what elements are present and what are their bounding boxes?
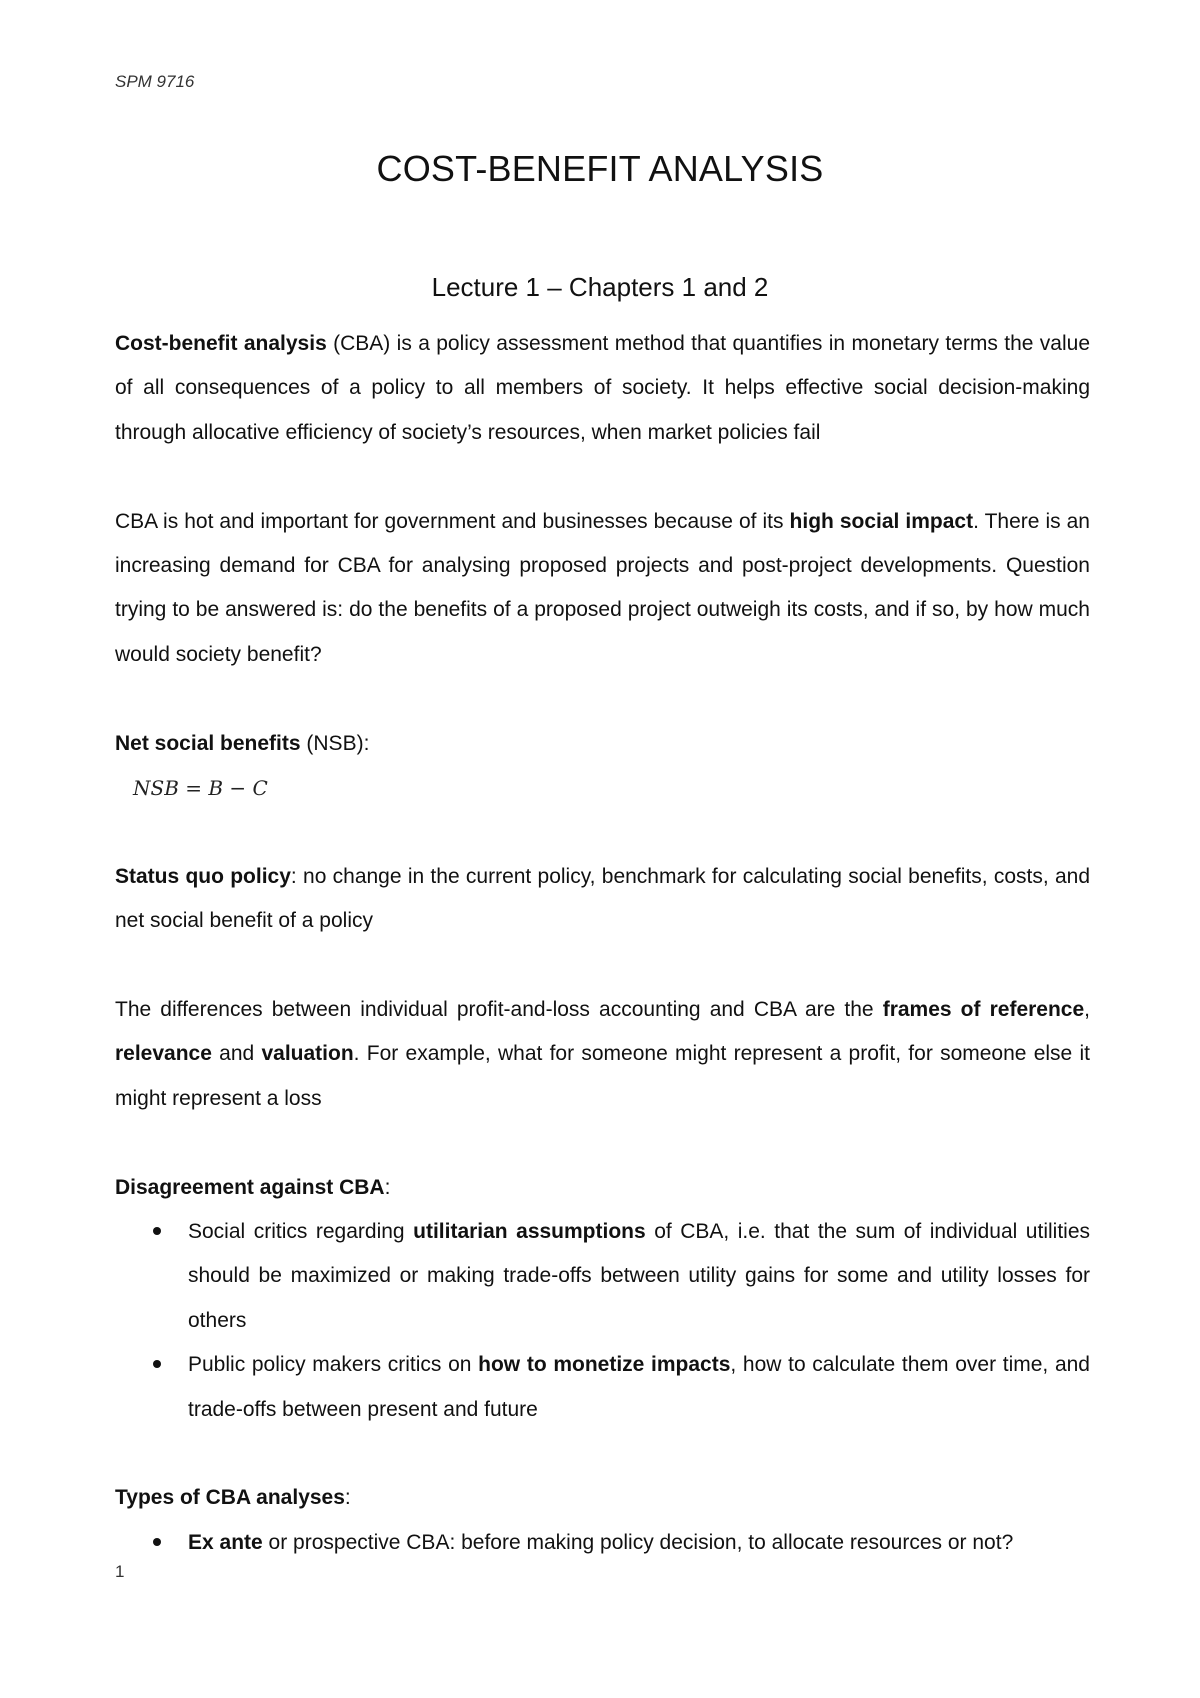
differences-text-after: . For example, what for someone might represent a profit, for someone else it might represent a loss — [115, 1042, 1090, 1110]
term-net-social-benefits: Net social benefits — [115, 731, 301, 755]
nsb-suffix: (NSB): — [300, 731, 370, 755]
bullet-icon — [153, 1360, 161, 1368]
types-heading-text: Types of CBA analyses — [115, 1486, 345, 1510]
item-text-before: Social critics regarding — [188, 1220, 414, 1244]
page-number: 1 — [115, 1562, 125, 1581]
disagreement-colon: : — [384, 1175, 391, 1199]
types-list — [115, 1521, 1090, 1565]
status-quo-text: : no change in the current policy, benchmark for calculating social benefits, costs, and net social benefit of a policy — [115, 864, 1090, 933]
paragraph-differences — [115, 988, 1090, 1121]
list-item — [115, 1521, 1090, 1565]
disagreement-heading-text: Disagreement against CBA — [115, 1175, 385, 1199]
paragraph-definition — [115, 322, 1090, 455]
heading-disagreement — [115, 1166, 1090, 1210]
item-text-after: , how to calculate them over time, and trade-offs between present and future — [188, 1353, 1090, 1421]
types-colon: : — [344, 1486, 351, 1510]
term-frames-of-reference: frames of reference — [882, 998, 1085, 1022]
list-item — [115, 1210, 1090, 1343]
paragraph-importance — [115, 500, 1090, 678]
document-body — [115, 322, 1090, 1565]
importance-text-before: CBA is hot and important for government and businesses because of its — [115, 509, 790, 533]
item-text-before: Public policy makers critics on — [188, 1353, 479, 1377]
document-title: COST-BENEFIT ANALYSIS — [376, 148, 824, 189]
term-how-to-monetize-impacts: how to monetize impacts — [478, 1353, 731, 1377]
term-status-quo-policy: Status quo policy — [115, 864, 291, 888]
page-header-course-code: SPM 9716 — [115, 72, 195, 91]
item-text-after: or prospective CBA: before making policy decision, to allocate resources or not? — [262, 1530, 1014, 1554]
nsb-formula: NSB = B − C — [133, 776, 268, 801]
definition-text: (CBA) is a policy assessment method that quantifies in monetary terms the value of all consequences of a policy to all members of society. It helps effective social decision-making through allocative efficiency of society’s resources, when market policies fail — [115, 332, 1090, 444]
list-item — [115, 1343, 1090, 1432]
term-cost-benefit-analysis: Cost-benefit analysis — [115, 332, 327, 355]
lecture-subtitle: Lecture 1 – Chapters 1 and 2 — [431, 272, 769, 302]
bullet-icon — [153, 1538, 161, 1546]
bullet-icon — [153, 1227, 161, 1235]
differences-text-before: The differences between individual profit-and-loss accounting and CBA are the — [115, 998, 883, 1022]
term-ex-ante: Ex ante — [188, 1530, 263, 1554]
heading-net-social-benefits — [115, 722, 1090, 766]
disagreement-list — [115, 1210, 1090, 1432]
term-relevance: relevance — [115, 1042, 212, 1066]
item-text-after: of CBA, i.e. that the sum of individual utilities should be maximized or making trade-offs between utility gains for some and utility losses for others — [188, 1220, 1090, 1332]
differences-sep-1: , — [1084, 998, 1090, 1022]
term-utilitarian-assumptions: utilitarian assumptions — [413, 1220, 646, 1244]
heading-types-of-cba — [115, 1476, 1090, 1520]
paragraph-status-quo — [115, 855, 1090, 944]
importance-text-after: . There is an increasing demand for CBA for analysing proposed projects and post-project developments. Question trying to be answered is: do the benefits of a proposed project outweigh its costs, and if so, by how much would society benefit? — [115, 509, 1090, 666]
differences-sep-2: and — [211, 1042, 262, 1066]
term-valuation: valuation — [261, 1042, 354, 1066]
term-high-social-impact: high social impact — [789, 509, 974, 533]
